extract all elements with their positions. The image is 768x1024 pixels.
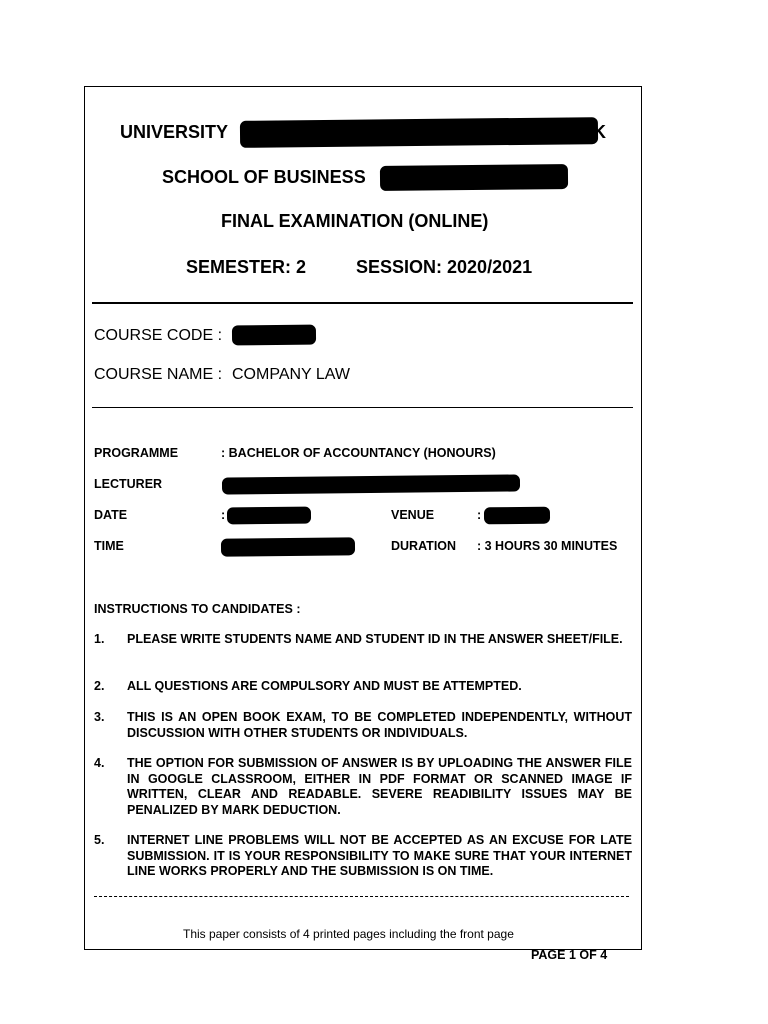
dashed-divider xyxy=(94,896,629,898)
page-number: PAGE 1 OF 4 xyxy=(531,948,608,962)
date-label: DATE xyxy=(94,508,128,522)
redaction-bar xyxy=(380,164,568,191)
redaction-bar xyxy=(240,117,598,148)
course-name-value: COMPANY LAW xyxy=(232,366,350,383)
duration-label: DURATION xyxy=(391,539,457,553)
exam-title: FINAL EXAMINATION (ONLINE) xyxy=(221,211,489,231)
instruction-text: THE OPTION FOR SUBMISSION OF ANSWER IS BY UPLOADING THE ANSWER FILE IN GOOGLE CLASSROOM, EITHER IN PDF FORMAT OR SCANNED IMAGE IF WRITTEN, CLEAR AND READABLE. SEVERE READIBILITY ISSUES MAY BE PENALIZED BY MARK DEDUCTION. xyxy=(127,756,632,817)
instruction-text: INTERNET LINE PROBLEMS WILL NOT BE ACCEPTED AS AN EXCUSE FOR LATE SUBMISSION. IT IS YOUR RESPONSIBILITY TO MAKE SURE THAT YOUR INTERNET LINE WORKS PROPERLY AND THE SUBMISSION IS ON TIME. xyxy=(127,833,632,879)
instruction-number: 5. xyxy=(94,833,105,847)
course-code-label: COURSE CODE : xyxy=(94,327,223,344)
time-label: TIME xyxy=(94,539,124,553)
course-name-label: COURSE NAME : xyxy=(94,366,223,383)
redaction-bar xyxy=(222,474,520,494)
instruction-text: PLEASE WRITE STUDENTS NAME AND STUDENT ID IN THE ANSWER SHEET/FILE. xyxy=(127,632,623,646)
programme-label: PROGRAMME xyxy=(94,446,179,460)
university-name: UNIVERSITY xyxy=(120,122,229,142)
instruction-text: ALL QUESTIONS ARE COMPULSORY AND MUST BE ATTEMPTED. xyxy=(127,679,522,693)
redaction-bar xyxy=(232,325,316,346)
instruction-number: 4. xyxy=(94,756,105,770)
university-name-suffix: K xyxy=(593,122,606,142)
redaction-bar xyxy=(221,537,355,556)
instructions-title: INSTRUCTIONS TO CANDIDATES : xyxy=(94,602,301,616)
session: SESSION: 2020/2021 xyxy=(356,257,533,277)
lecturer-label: LECTURER xyxy=(94,477,163,491)
instruction-number: 2. xyxy=(94,679,105,693)
redaction-bar xyxy=(227,507,311,525)
instruction-text: THIS IS AN OPEN BOOK EXAM, TO BE COMPLETED INDEPENDENTLY, WITHOUT DISCUSSION WITH OTHER STUDENTS OR INDIVIDUALS. xyxy=(127,710,632,740)
venue-colon: : xyxy=(477,508,482,522)
instruction-number: 1. xyxy=(94,632,105,646)
duration-value: : 3 HOURS 30 MINUTES xyxy=(477,539,618,553)
divider xyxy=(92,407,633,408)
venue-label: VENUE xyxy=(391,508,435,522)
divider xyxy=(92,302,633,304)
semester: SEMESTER: 2 xyxy=(186,257,307,277)
date-colon: : xyxy=(221,508,226,522)
programme-value: : BACHELOR OF ACCOUNTANCY (HONOURS) xyxy=(221,446,496,460)
redaction-bar xyxy=(484,507,550,525)
instruction-number: 3. xyxy=(94,710,105,724)
page-count-note: This paper consists of 4 printed pages including the front page xyxy=(183,927,514,941)
school-name: SCHOOL OF BUSINESS xyxy=(162,167,366,187)
